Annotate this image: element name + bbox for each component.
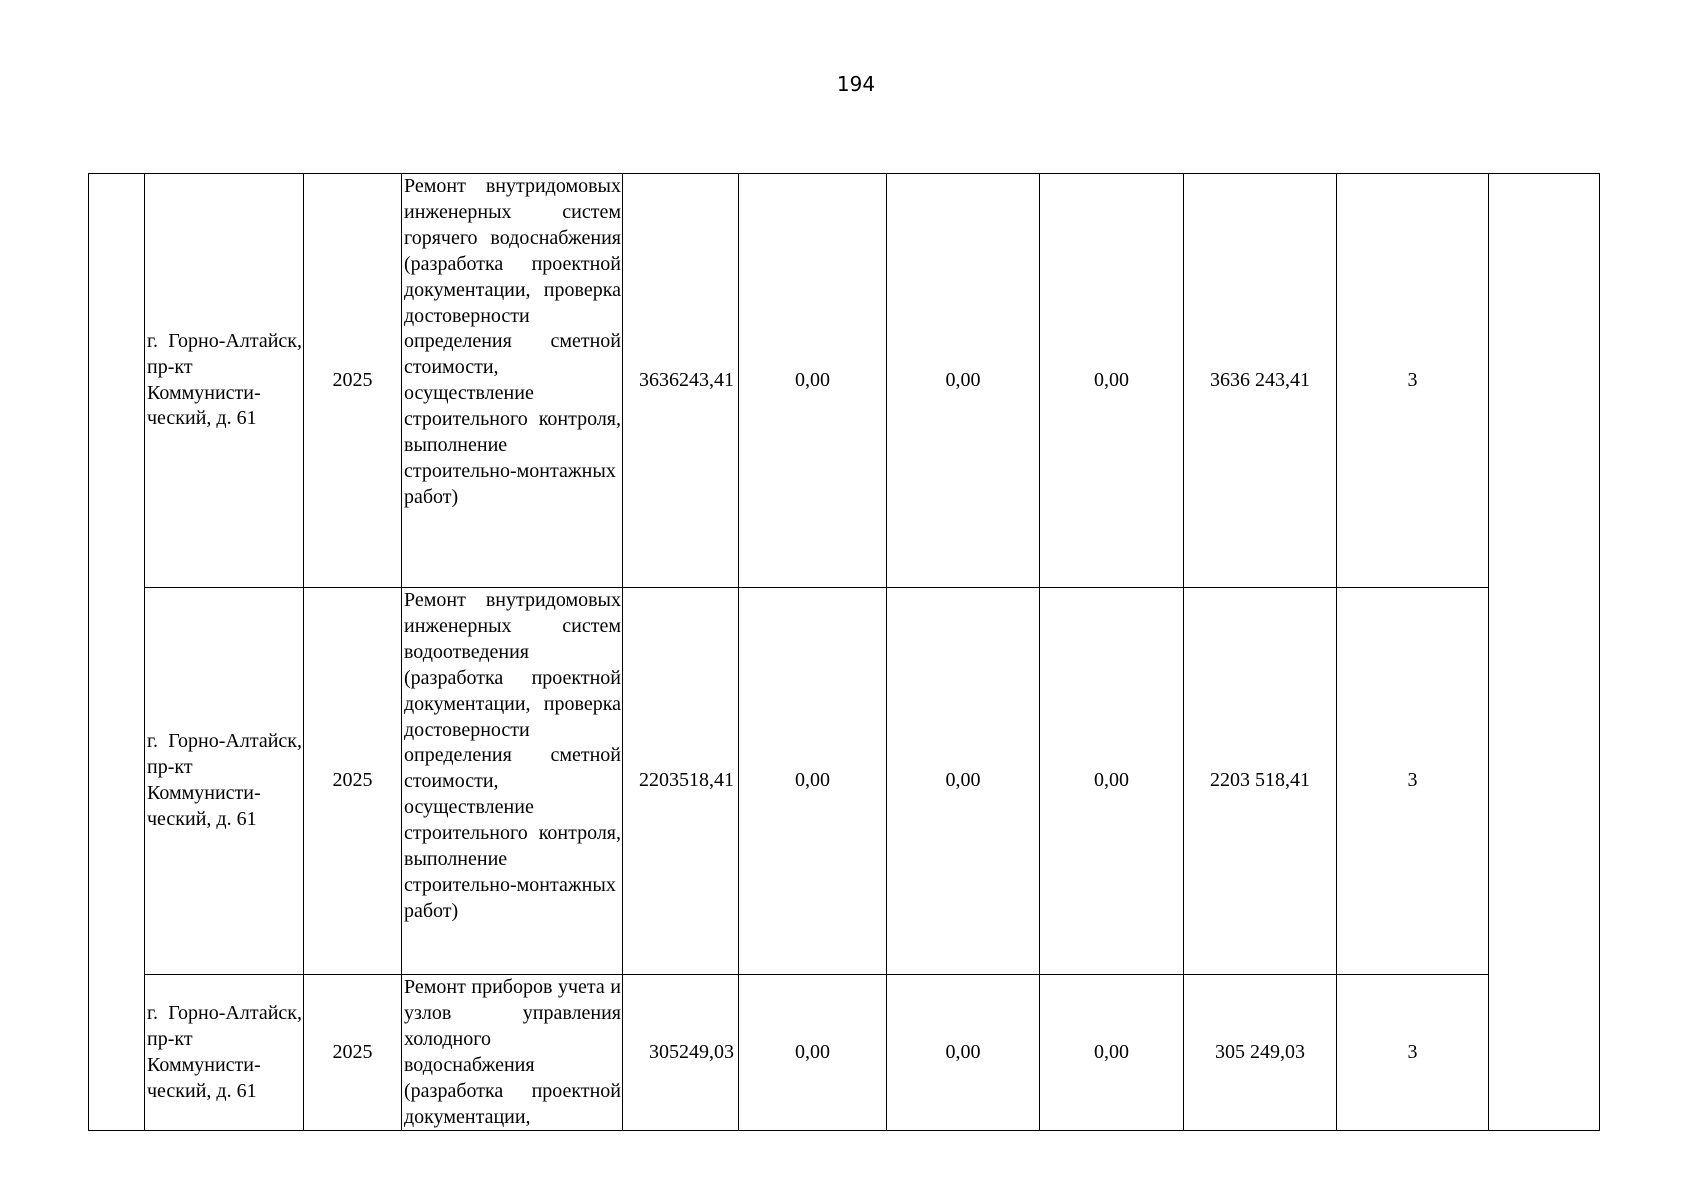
value-cell: 0,00 xyxy=(739,975,887,1131)
last-column-cell xyxy=(1489,174,1600,1131)
address-cell: г. Горно-Алтайск, пр-кт Коммунисти-ческий, д. 61 xyxy=(145,174,304,588)
value-cell: 0,00 xyxy=(887,174,1040,588)
value-cell: 0,00 xyxy=(1040,174,1184,588)
address-cell: г. Горно-Алтайск, пр-кт Коммунисти-ческий, д. 61 xyxy=(145,975,304,1131)
total-cell: 2203 518,41 xyxy=(1184,588,1337,975)
table-row xyxy=(89,174,1600,588)
code-cell: 3 xyxy=(1337,588,1489,975)
repair-program-table xyxy=(88,173,1600,1131)
value-cell: 0,00 xyxy=(1040,975,1184,1131)
amount-cell: 3636243,41 xyxy=(623,174,739,588)
amount-cell: 2203518,41 xyxy=(623,588,739,975)
row-group-number-cell xyxy=(89,174,145,1131)
page-number: 194 xyxy=(836,72,876,96)
year-cell: 2025 xyxy=(304,975,402,1131)
year-cell: 2025 xyxy=(304,174,402,588)
value-cell: 0,00 xyxy=(739,174,887,588)
year-cell: 2025 xyxy=(304,588,402,975)
code-cell: 3 xyxy=(1337,174,1489,588)
address-cell: г. Горно-Алтайск, пр-кт Коммунисти-ческий, д. 61 xyxy=(145,588,304,975)
amount-cell: 305249,03 xyxy=(623,975,739,1131)
value-cell: 0,00 xyxy=(887,588,1040,975)
work-type-cell: Ремонт внутридомовых инженерных систем горячего водоснабжения (разработка проектной документации, проверка достоверности определения сметной стоимости, осуществление строительного контроля, выполнение строительно-монтажных работ) xyxy=(402,174,623,588)
value-cell: 0,00 xyxy=(739,588,887,975)
total-cell: 305 249,03 xyxy=(1184,975,1337,1131)
table-row xyxy=(89,975,1600,1131)
total-cell: 3636 243,41 xyxy=(1184,174,1337,588)
value-cell: 0,00 xyxy=(1040,588,1184,975)
work-type-cell: Ремонт приборов учета и узлов управления холодного водоснабжения (разработка проектной документации, xyxy=(402,975,623,1131)
work-type-cell: Ремонт внутридомовых инженерных систем водоотведения (разработка проектной документации, проверка достоверности определения сметной стоимости, осуществление строительного контроля, выполнение строительно-монтажных работ) xyxy=(402,588,623,975)
value-cell: 0,00 xyxy=(887,975,1040,1131)
table-row xyxy=(89,588,1600,975)
code-cell: 3 xyxy=(1337,975,1489,1131)
